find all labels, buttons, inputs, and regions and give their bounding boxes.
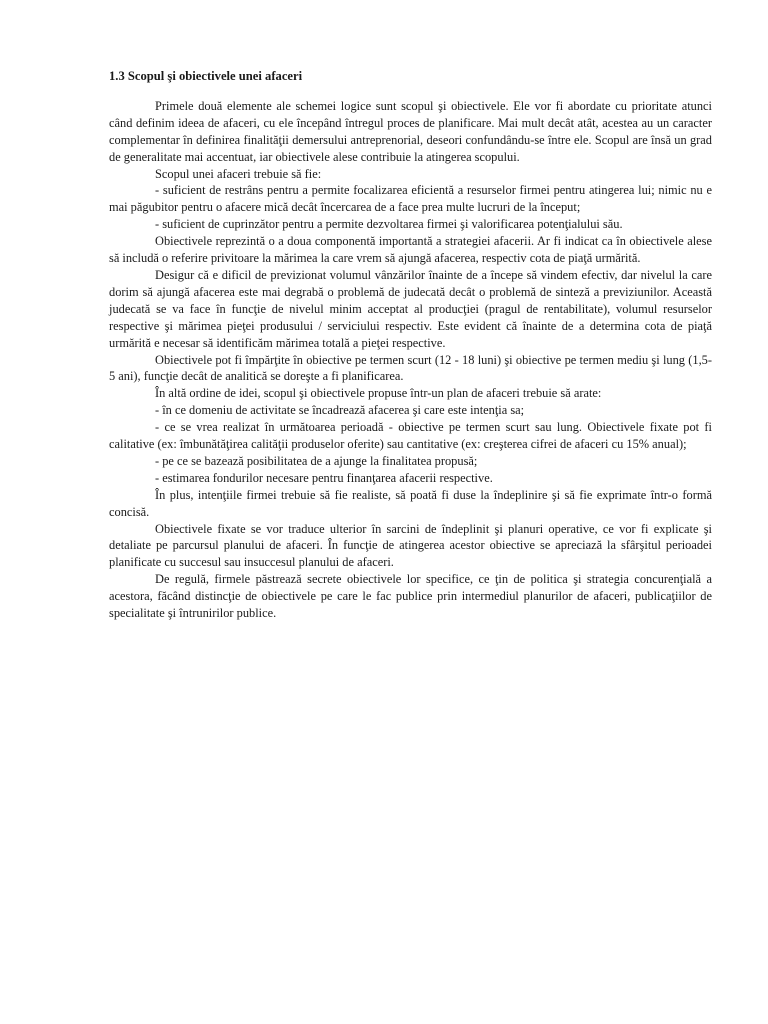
paragraph: Desigur că e dificil de previzionat volumul vânzărilor înainte de a începe să vindem efectiv, dar nivelul la care dorim să ajungă afacerea este mai degrabă o problemă de judecată decât o problemă de sinteză a previziunilor. Această judecată se va face în funcţie de nivelul minim acceptat al producţiei (pragul de rentabilitate), volumul resurselor respective şi mărimea pieţei produsului / serviciului respectiv. Este evident că înainte de a determina cota de piaţă urmărită e necesar să identificăm mărimea totală a pieţei respective. [109,267,712,350]
paragraph: De regulă, firmele păstrează secrete obiectivele lor specifice, ce ţin de politica şi strategia concurenţială a acestora, făcând distincţie de obiectivele pe care le fac publice prin intermediul planurilor de afaceri, publicaţiilor de specialitate şi întrunirilor publice. [109,572,712,621]
paragraph: Primele două elemente ale schemei logice sunt scopul şi obiectivele. Ele vor fi abordate cu prioritate atunci când definim ideea de afaceri, cu ele începând întregul proces de planificare. Mai mult decât atât, acestea au un caracter complementar în definirea finalităţii demersului antreprenorial, deseori confundându-se între ele. Scopul are însă un grad de generalitate mai accentuat, iar obiectivele alese contribuie la atingerea scopului. [109,98,712,164]
bullet-paragraph: - suficient de restrâns pentru a permite focalizarea eficientă a resurselor firmei pentru atingerea lui; nimic nu e mai păgubitor pentru o afacere mică decât încercarea de a face prea multe lucruri de la început; [109,183,712,215]
section-heading: 1.3 Scopul şi obiectivele unei afaceri [109,69,303,83]
paragraph: Scopul unei afaceri trebuie să fie: [155,166,322,181]
bullet-paragraph: - estimarea fondurilor necesare pentru finanţarea afacerii respective. [155,470,493,485]
paragraph: Obiectivele fixate se vor traduce ulterior în sarcini de îndeplinit şi planuri operative, ce vor fi explicate şi detaliate pe parcursul planului de afaceri. În funcţie de atingerea acestor obiective se apreciază la sfârşitul perioadei planificate cu succesul sau insuccesul planului de afaceri. [109,521,712,570]
paragraph: Obiectivele reprezintă o a doua componentă importantă a strategiei afacerii. Ar fi indicat ca în obiectivele alese să includă o referire privitoare la mărimea la care vrem să ajungă afacerea, respectiv cota de piaţă urmărită. [109,234,712,266]
document-body [109,68,712,622]
bullet-paragraph: - în ce domeniu de activitate se încadrează afacerea şi care este intenţia sa; [155,403,525,418]
paragraph: Obiectivele pot fi împărţite în obiective pe termen scurt (12 - 18 luni) şi obiective pe termen mediu şi lung (1,5-5 ani), funcţie decât de analitică se doreşte a fi planificarea. [109,352,712,384]
paragraph: În plus, intenţiile firmei trebuie să fie realiste, să poată fi duse la îndeplinire şi să fie exprimate într-o formă concisă. [109,487,712,519]
paragraph: În altă ordine de idei, scopul şi obiectivele propuse într-un plan de afaceri trebuie să arate: [155,386,602,401]
bullet-paragraph: - ce se vrea realizat în următoarea perioadă - obiective pe termen scurt sau lung. Obiectivele fixate pot fi calitative (ex: îmbunătăţirea calităţii produselor oferite) sau cantitative (ex: creşterea cifrei de afaceri cu 15% anual); [109,420,712,452]
bullet-paragraph: - pe ce se bazează posibilitatea de a ajunge la finalitatea propusă; [155,453,478,468]
bullet-paragraph: - suficient de cuprinzător pentru a permite dezvoltarea firmei şi valorificarea potenţialului său. [155,217,623,232]
